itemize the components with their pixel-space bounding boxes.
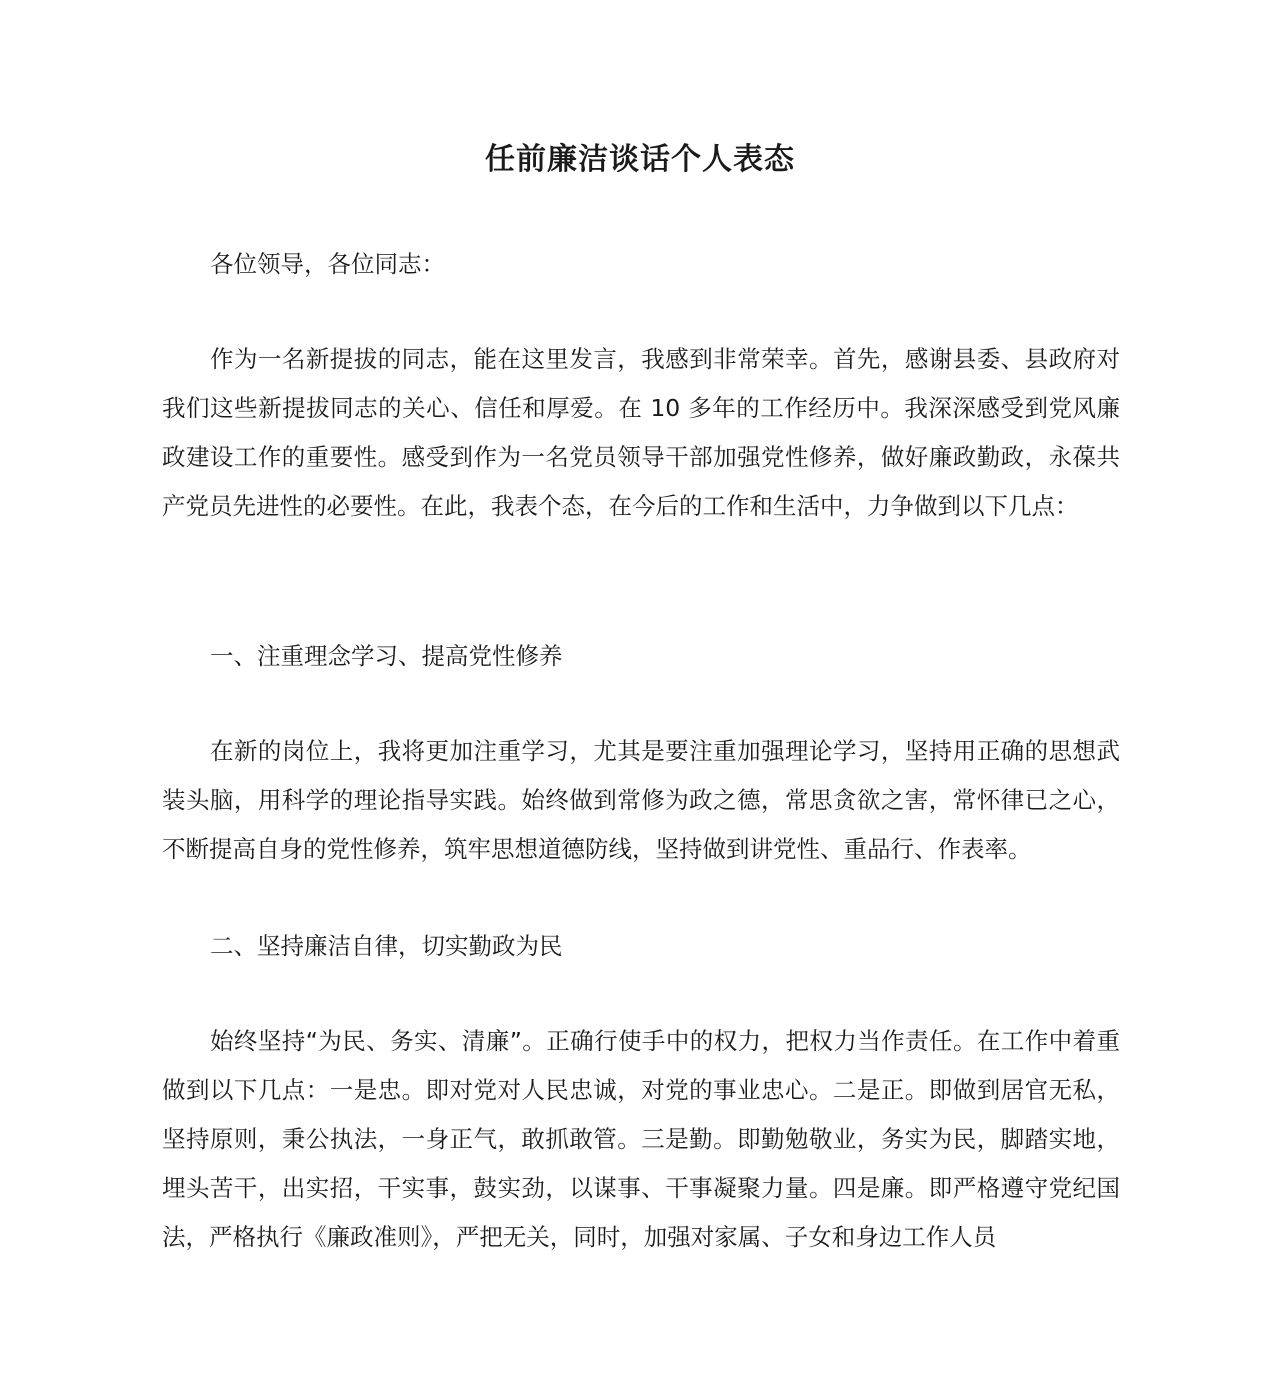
document-title: 任前廉洁谈话个人表态 bbox=[485, 142, 795, 177]
paragraph-section-1: 在新的岗位上，我将更加注重学习，尤其是要注重加强理论学习，坚持用正确的思想武装头脑，用科学的理论指导实践。始终做到常修为政之德，常思贪欲之害，常怀律已之心，不断提高自身的党性修养，筑牢思想道德防线，坚持做到讲党性、重品行、作表率。 bbox=[162, 737, 1120, 863]
paragraph-section-2: 始终坚持“为民、务实、清廉”。正确行使手中的权力，把权力当作责任。在工作中着重做到以下几点：一是忠。即对党对人民忠诚，对党的事业忠心。二是正。即做到居官无私，坚持原则，秉公执法，一身正气，敢抓敢管。三是勤。即勤勉敬业，务实为民，脚踏实地，埋头苦干，出实招，干实事，鼓实劲，以谋事、干事凝聚力量。四是廉。即严格遵守党纪国法，严格执行《廉政准则》，严把无关，同时，加强对家属、子女和身边工作人员 bbox=[162, 1027, 1120, 1251]
section-heading-1: 一、注重理念学习、提高党性修养 bbox=[210, 642, 563, 670]
greeting: 各位领导，各位同志： bbox=[210, 250, 445, 278]
section-heading-2: 二、坚持廉洁自律，切实勤政为民 bbox=[210, 932, 563, 960]
paragraph-intro: 作为一名新提拔的同志，能在这里发言，我感到非常荣幸。首先，感谢县委、县政府对我们这些新提拔同志的关心、信任和厚爱。在 10 多年的工作经历中。我深深感受到党风廉政建设工作的重要性。感受到作为一名党员领导干部加强党性修养，做好廉政勤政，永葆共产党员先进性的必要性。在此，我表个态，在今后的工作和生活中，力争做到以下几点： bbox=[162, 345, 1120, 520]
